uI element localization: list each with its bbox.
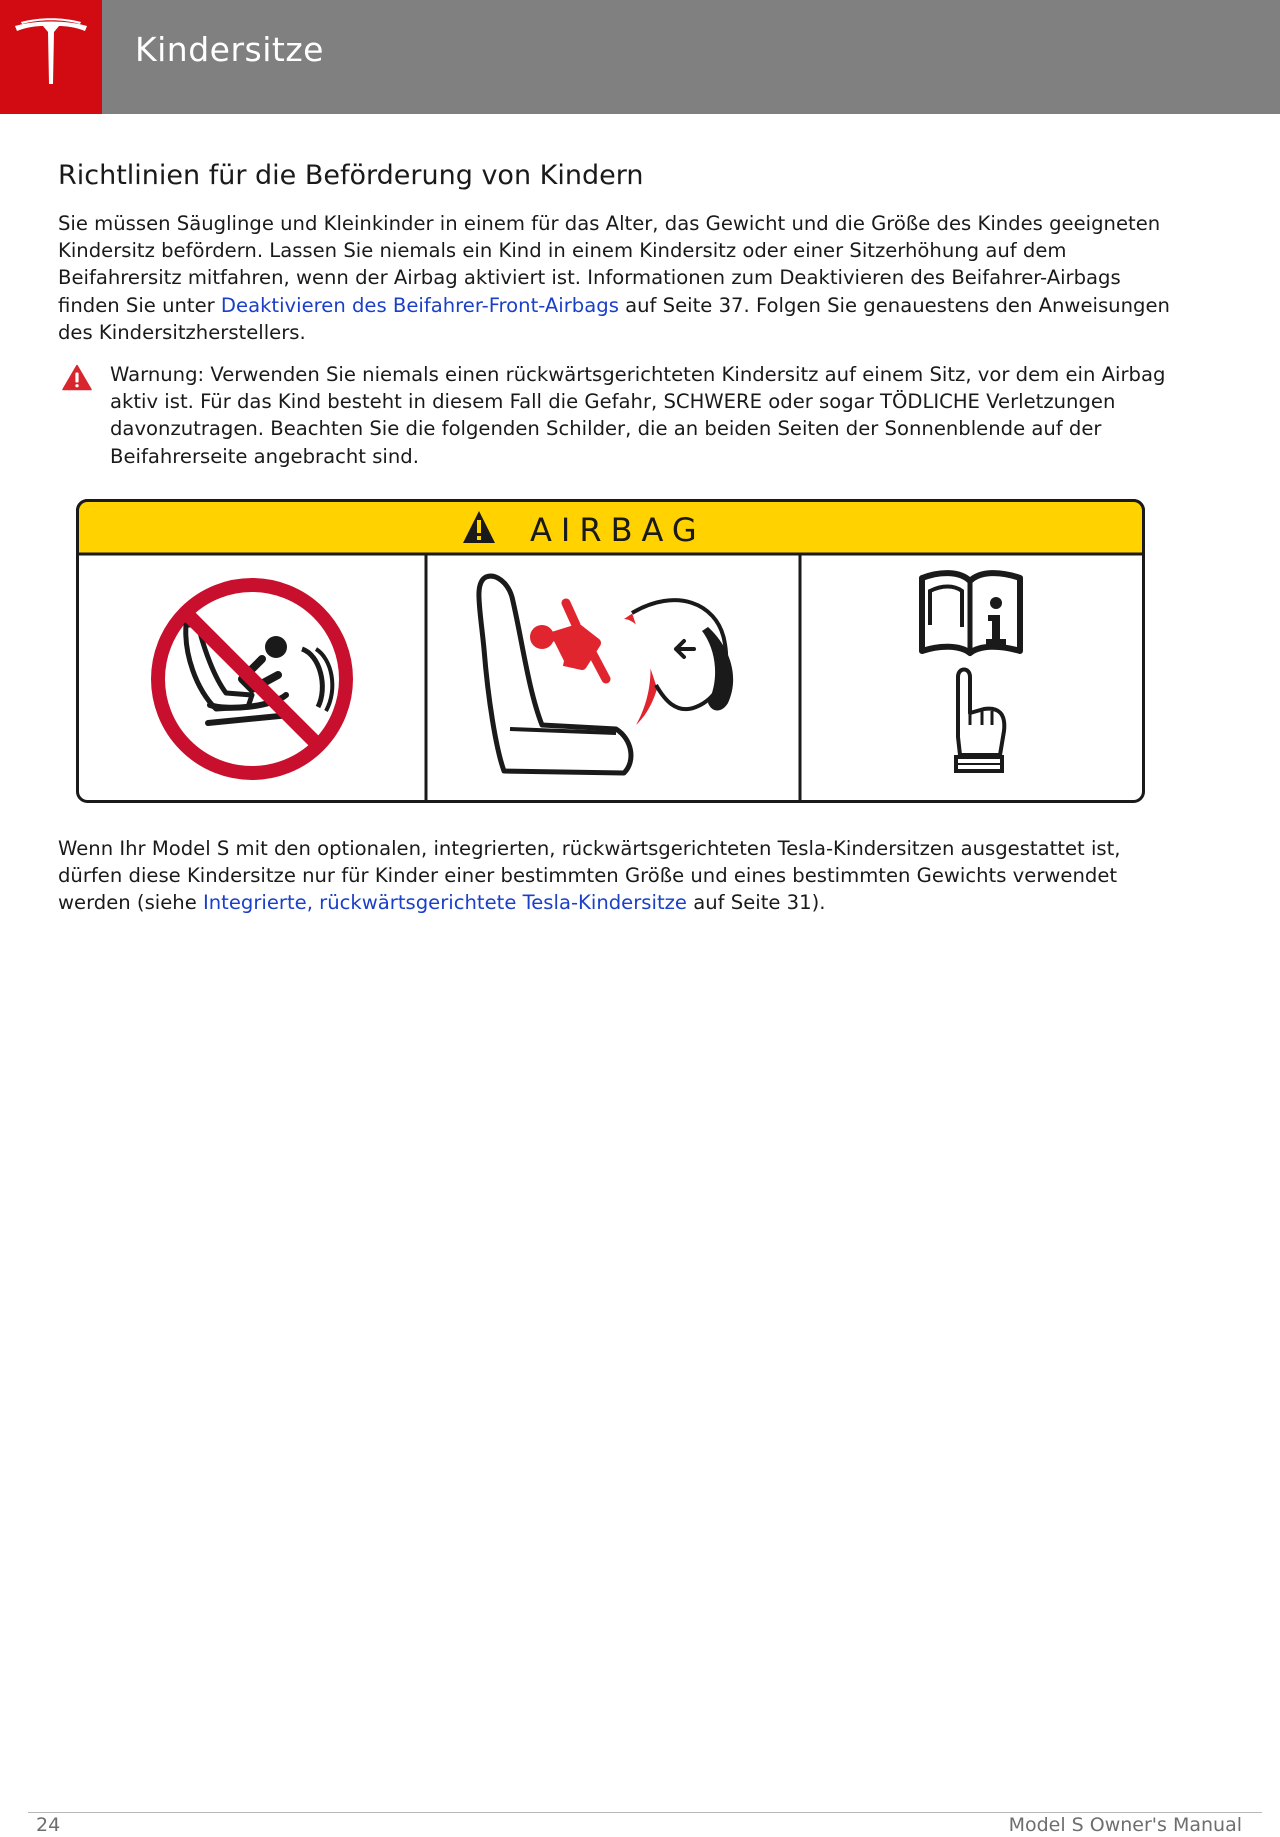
airbag-banner-title: AIRBAG bbox=[530, 511, 706, 549]
airbag-warning-label bbox=[76, 499, 1145, 803]
outro-text-end: auf Seite 31). bbox=[686, 891, 826, 915]
link-integrated-child-seats[interactable]: Integrierte, rückwärtsgerichtete Tesla-Kindersitze bbox=[202, 891, 687, 915]
page-header bbox=[0, 0, 1280, 114]
chapter-title: Kindersitze bbox=[135, 30, 324, 69]
intro-text-end: auf Seite 37. Folgen Sie genauestens den Anweisungen des Kindersitzherstellers. bbox=[58, 293, 1170, 344]
link-deactivate-passenger-airbag[interactable]: Deaktivieren des Beifahrer-Front-Airbags bbox=[220, 293, 619, 317]
no-rear-facing-child-seat-icon bbox=[158, 585, 346, 773]
footer-divider bbox=[28, 1812, 1262, 1813]
warning-triangle-icon bbox=[62, 364, 92, 391]
tesla-logo-icon bbox=[13, 18, 89, 90]
section-heading: Richtlinien für die Beförderung von Kindern bbox=[58, 160, 644, 191]
integrated-seats-paragraph bbox=[58, 835, 1178, 917]
intro-paragraph bbox=[58, 210, 1178, 346]
page-number: 24 bbox=[36, 1814, 61, 1836]
brand-logo-box bbox=[0, 0, 102, 114]
manual-title: Model S Owner's Manual bbox=[1008, 1814, 1242, 1836]
intro-text: Sie müssen Säuglinge und Kleinkinder in einem für das Alter, das Gewicht und die Größe des Kindes geeigneten Kindersitz befördern. Lassen Sie niemals ein Kind in einem Kindersitz oder einer Sitzerhöhung auf dem Beifahrersitz mitfahren, wenn der Airbag aktiviert ist. Informationen zum Deaktivieren des Beifahrer-Airbags finden Sie unter bbox=[58, 212, 1161, 317]
warning-text: Warnung: Verwenden Sie niemals einen rückwärtsgerichteten Kindersitz auf einem Sitz, vor dem ein Airbag aktiv ist. Für das Kind besteht in diesem Fall die Gefahr, SCHWERE oder sogar TÖDLICHE Verletzungen davonzutragen. Beachten Sie die folgenden Schilder, die an beiden Seiten der Sonnenblende auf der Beifahrerseite angebracht sind. bbox=[110, 363, 1166, 468]
outro-text: Wenn Ihr Model S mit den optionalen, integrierten, rückwärtsgerichteten Tesla-Kindersitzen ausgestattet ist, dürfen diese Kindersitze nur für Kinder einer bestimmten Größe und eines bestimmten Gewichts verwendet werden (siehe bbox=[58, 837, 1121, 915]
